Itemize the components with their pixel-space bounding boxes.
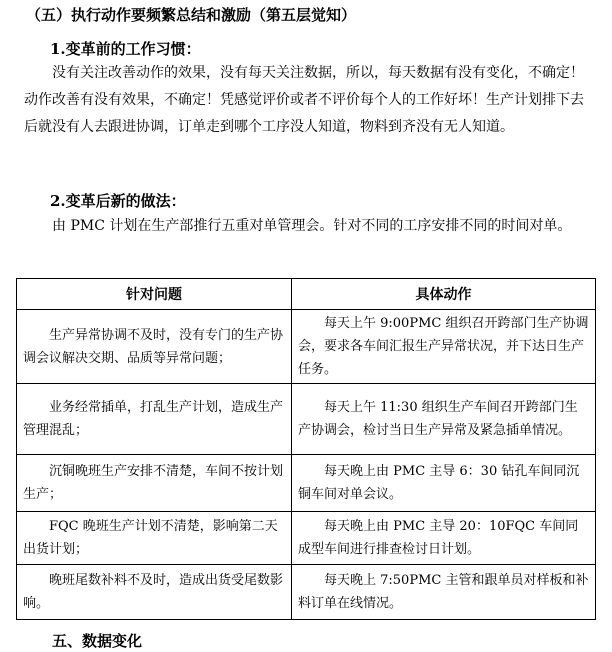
table-row	[17, 455, 596, 512]
action-cell: 每天晚上 7:50PMC 主管和跟单员对样板和补料订单在线情况。	[292, 565, 596, 620]
before-paragraph: 没有关注改善动作的效果，没有每天关注数据，所以，每天数据有没有变化，不确定！动作改善有没有效果，不确定！凭感觉评价或者不评价每个人的工作好坏！生产计划排下去后就没有人去跟进协调，订单走到哪个工序没人知道，物料到齐没有无人知道。	[24, 65, 584, 135]
header-action: 具体动作	[292, 279, 596, 310]
table-row	[17, 565, 596, 620]
action-cell: 每天晚上由 PMC 主导 6：30 钻孔车间同沉铜车间对单会议。	[292, 455, 596, 512]
problem-cell: 沉铜晚班生产安排不清楚，车间不按计划生产；	[17, 455, 292, 512]
table-row	[17, 512, 596, 565]
problem-cell: 晚班尾数补料不及时，造成出货受尾数影响。	[17, 565, 292, 620]
header-problem: 针对问题	[17, 279, 292, 310]
after-heading: 2.变革后新的做法：	[50, 192, 186, 210]
table-header-row	[17, 279, 596, 310]
problem-cell: FQC 晚班生产计划不清楚，影响第二天出货计划；	[17, 512, 292, 565]
problem-cell: 业务经常插单，打乱生产计划，造成生产管理混乱；	[17, 384, 292, 455]
action-cell: 每天晚上由 PMC 主导 20：10FQC 车间同成型车间进行排查检讨日计划。	[292, 512, 596, 565]
table-row	[17, 384, 596, 455]
action-cell: 每天上午 9:00PMC 组织召开跨部门生产协调会，要求各车间汇报生产异常状况，并下达日生产任务。	[292, 310, 596, 384]
measures-table	[16, 278, 596, 620]
action-cell: 每天上午 11:30 组织生产车间召开跨部门生产协调会，检讨当日生产异常及紧急插单情况。	[292, 384, 596, 455]
table-row	[17, 310, 596, 384]
next-section-title: 五、数据变化	[52, 632, 143, 650]
section-title: （五）执行动作要频繁总结和激励（第五层觉知）	[26, 6, 357, 24]
before-heading: 1.变革前的工作习惯：	[50, 40, 201, 58]
after-paragraph: 由 PMC 计划在生产部推行五重对单管理会。针对不同的工序安排不同的时间对单。	[52, 218, 572, 234]
problem-cell: 生产异常协调不及时，没有专门的生产协调会议解决交期、品质等异常问题；	[17, 310, 292, 384]
